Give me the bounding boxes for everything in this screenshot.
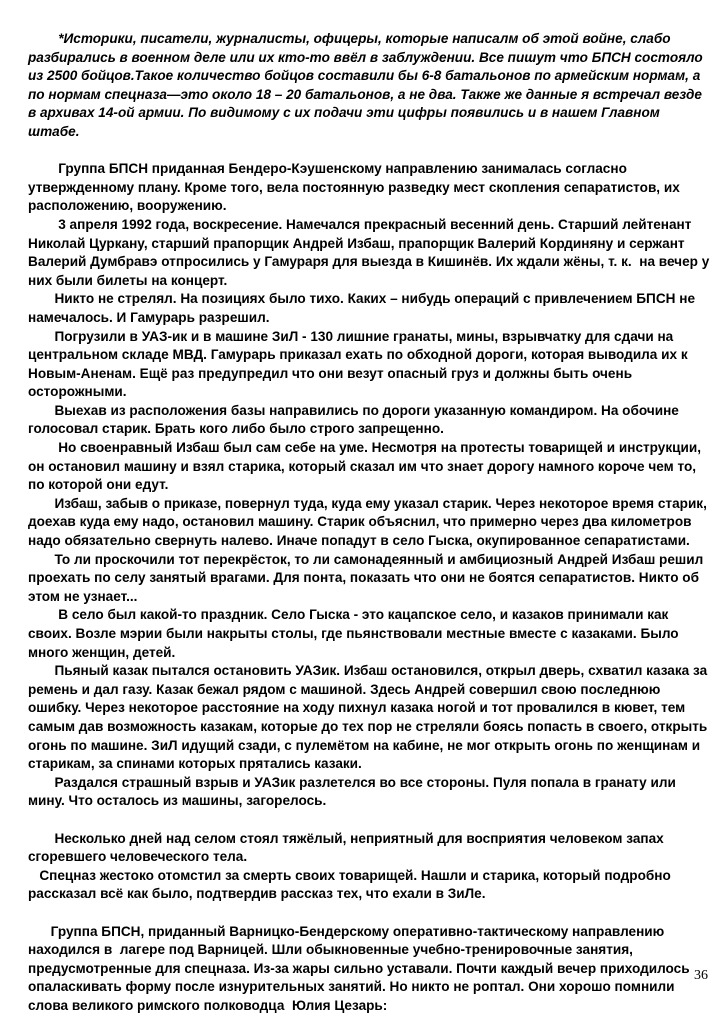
document-body: [28, 30, 714, 1015]
paragraph-revenge: Спецназ жестоко отомстил за смерть своих товарищей. Нашли и старика, который подробно рассказал всё как было, подтвердив рассказ тех, что ехали в ЗиЛе.: [28, 867, 675, 902]
paragraph-no-shooting: Никто не стрелял. На позициях было тихо. Каких – нибудь операций с привлечением БПСН не намечалось. И Гамурарь разрешил.: [28, 291, 699, 325]
paragraph-drunk-cossack: Пьяный казак пытался остановить УАЗик. Избаш остановился, открыл дверь, схватил казака за ремень и дал газу. Казак бежал рядом с машиной. Здесь Андрей совершил свою последнюю ошибку. Через некоторое расстояние на ходу пихнул казака ногой и тот провалился в кювет, тем самым дав возможность казакам, которые до тех пор не стреляли боясь попасть в своего, открыть огонь по машине. ЗиЛ идущий сзади, с пулемётом на кабине, не мог открыть огонь по женщинам и старикам, за спинами которых прятались казаки.: [28, 663, 712, 772]
page-number: 36: [694, 968, 708, 983]
paragraph-explosion: Раздался страшный взрыв и УАЗик разлетелся во все стороны. Пуля попала в гранату или мину. Что осталось из машины, загорелось.: [28, 774, 680, 809]
paragraph-crossroad: То ли проскочили тот перекрёсток, то ли самонадеянный и амбициозный Андрей Избаш решил проехать по селу занятый врагами. Для понта, показать что они не боятся сепаратистов. Никто об этом не узнает...: [28, 551, 708, 604]
paragraph-village-holiday: В село был какой-то праздник. Село Гыска - это кацапское село, и казаков принимали как своих. Возле мэрии были накрыты столы, где пьянствовали местные вместе с казаками. Было много женщин, детей.: [28, 607, 683, 660]
paragraph-varnitsa-camp: Группа БПСН, приданный Варницко-Бендерскому оперативно-тактическому направлению находился в лагере под Варницей. Шли обыкновенные учебно-тренировочные занятия, предусмотренные для спецназа. Из-за жары сильно уставали. Почти каждый вечер приходилось опаласкивать форму после изнурительных занятий. Но никто не роптал. Они хорошо помнили слова великого римского полководца Юлия Цезарь:: [28, 923, 694, 1013]
paragraph-loading: Погрузили в УАЗ-ик и в машине ЗиЛ - 130 лишние гранаты, мины, взрывчатку для сдачи на центральном складе МВД. Гамурарь приказал ехать по обходной дороги, которая выводила их к Новым-Аненам. Ещё раз предупредил что они везут опасный груз и должны быть очень осторожными.: [28, 328, 692, 400]
footnote-paragraph: *Историки, писатели, журналисты, офицеры, которые написалм об этой войне, слабо разбирались в военном деле или их кто-то ввёл в заблуждении. Все пишут что БПСН состояло из 2500 бойцов.Такое количество бойцов составили бы 6-8 батальонов по армейским нормам, а по нормам спецназа—это около 18 – 20 батальонов, а не два. Также же данные я встречал везде в архивах 14-ой армии. По видимому с их подачи эти цифры появились и в нашем Главном штабе.: [28, 31, 707, 139]
paragraph-old-man: Выехав из расположения базы направились по дороги указанную командиром. На обочине голосовал старик. Брать кого либо было строго запрещенно.: [28, 402, 683, 437]
paragraph-izbash-turn: Избаш, забыв о приказе, повернул туда, куда ему указал старик. Через некоторое время старик, доехав куда ему надо, остановил машину. Старик объяснил, что примерно через два километров надо обязательно свернуть налево. Иначе попадут в село Гыска, окупированное сепаратистами.: [28, 495, 711, 549]
paragraph-izbash-stop: Но своенравный Избаш был сам себе на уме. Несмотря на протесты товарищей и инструкции, он остановил машину и взял старика, который сказал им что знает дорогу намного короче чем то, по которой они едут.: [28, 440, 705, 493]
paragraph-smell: Несколько дней над селом стоял тяжёлый, неприятный для восприятия человеком запах сгоревшего человеческого тела.: [28, 830, 668, 865]
paragraph-april-3: 3 апреля 1992 года, воскресение. Намечался прекрасный весенний день. Старший лейтенант Николай Цуркану, старший прапорщик Андрей Избаш, прапорщик Валерий Кординяну и сержант Валерий Думбравэ отпросились у Гамураря для выезда в Кишинёв. Их ждали жёны, т. к. на вечер у них были билеты на концерт.: [28, 216, 714, 288]
paragraph-group-bpsn: Группа БПСН приданная Бендеро-Кэушенскому направлению занималась согласно утвержденному плану. Кроме того, вела постоянную разведку мест скопления сепаратистов, их расположению, вооружению.: [28, 161, 684, 214]
